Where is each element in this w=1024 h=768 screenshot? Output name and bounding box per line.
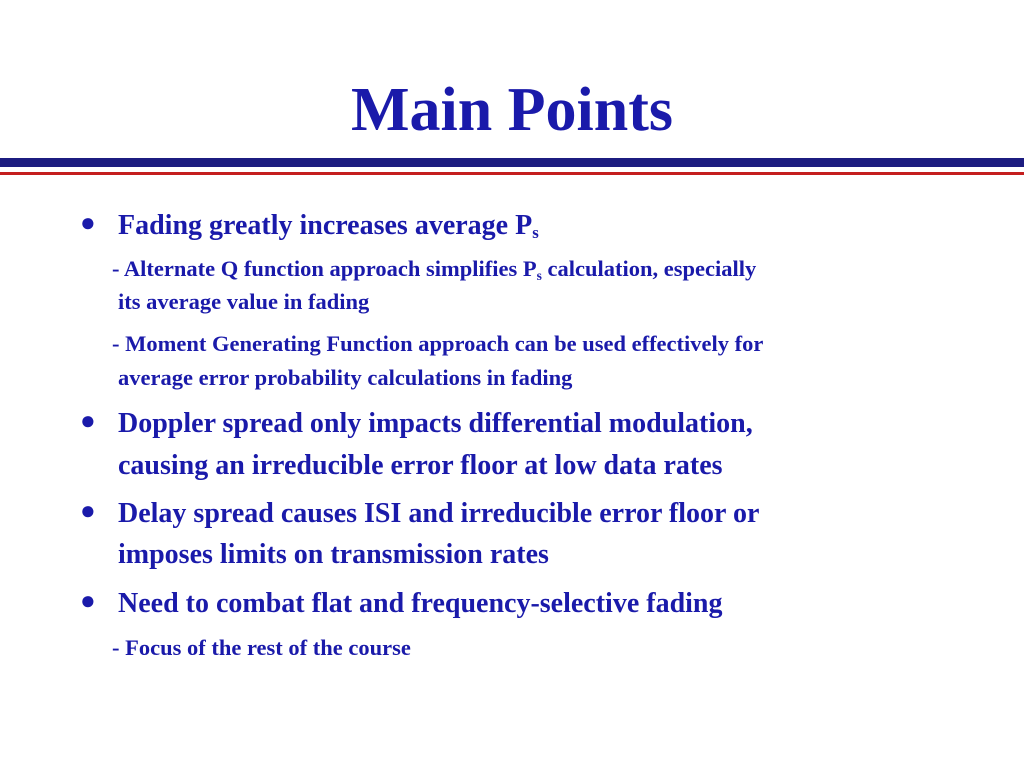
bullet-2-line-1: Doppler spread only impacts differential modulation,	[118, 408, 753, 439]
bullet-3-line-1: Delay spread causes ISI and irreducible error floor or	[118, 498, 760, 529]
subpoint-1-2-line-2: average error probability calculations in fading	[118, 365, 573, 390]
bullet-dot: ●	[80, 208, 96, 237]
subpoint-1-1-line-2: its average value in fading	[118, 289, 370, 314]
subpoint-1-2-line-1: - Moment Generating Function approach can be used effectively for	[112, 331, 764, 356]
subpoint-1-1-subscript: s	[536, 268, 542, 283]
slide-title: Main Points	[350, 76, 674, 144]
bullet-1-text	[118, 206, 948, 246]
bullet-3-line-2: imposes limits on transmission rates	[118, 539, 549, 570]
bullet-dot: ●	[80, 586, 96, 615]
bullet-dot: ●	[80, 406, 96, 435]
bullet-1-subscript: s	[532, 223, 539, 242]
bullet-2-line-2: causing an irreducible error floor at low data rates	[118, 450, 723, 481]
bullet-dot: ●	[80, 496, 96, 525]
bullet-1-main: Fading greatly increases average P	[118, 210, 533, 241]
subpoint-1-1-part-a: - Alternate Q function approach simplifies P	[112, 256, 537, 281]
subpoint-1-1-part-b: calculation, especially	[541, 256, 757, 281]
subpoint-1-1-line-1	[112, 252, 942, 286]
subpoint-4-1-line-1: - Focus of the rest of the course	[112, 635, 411, 660]
bullet-4-line-1: Need to combat flat and frequency-selective fading	[118, 588, 723, 619]
